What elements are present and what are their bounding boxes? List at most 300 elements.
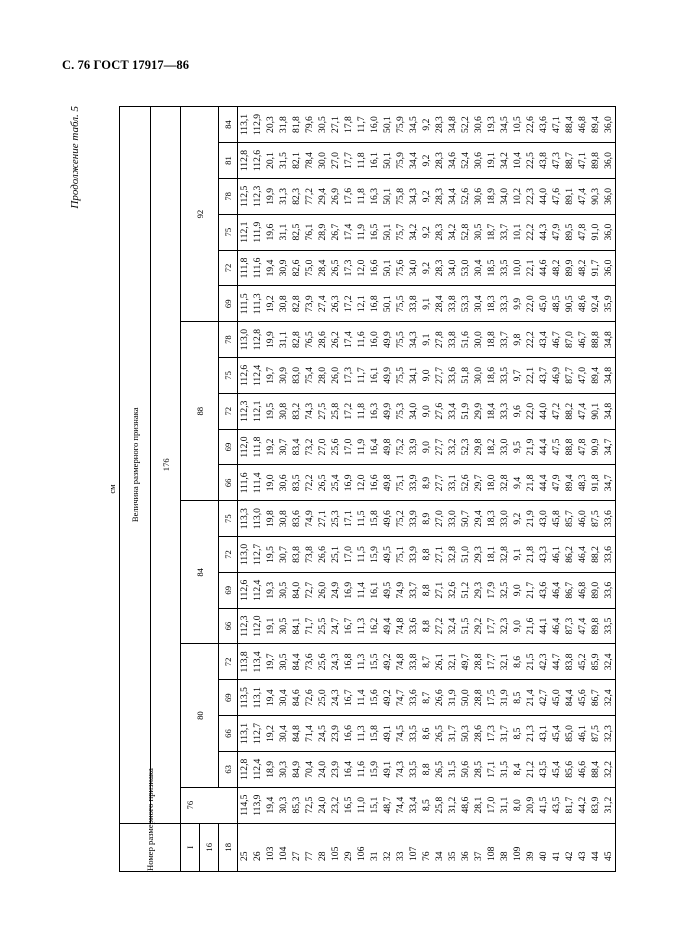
table-cell: 35,9 xyxy=(602,286,616,322)
table-cell: 17,7 xyxy=(485,644,498,680)
table-cell: 29,2 xyxy=(472,608,485,644)
table-cell: 26,0 xyxy=(329,357,342,393)
table-cell: 47,1 xyxy=(550,107,563,143)
table-cell: 81,8 xyxy=(290,107,303,143)
table-cell: 45,8 xyxy=(550,501,563,537)
table-cell: 50,1 xyxy=(381,286,394,322)
table-cell: 33,0 xyxy=(498,429,511,465)
table-cell: 49,7 xyxy=(459,644,472,680)
table-cell: 16,8 xyxy=(342,644,355,680)
table-cell: 46,7 xyxy=(576,322,589,358)
value-header: Величина размерного признака xyxy=(120,107,151,824)
table-cell: 88,4 xyxy=(589,751,602,787)
table-cell: 22,2 xyxy=(524,214,537,250)
table-cell: 45,2 xyxy=(576,644,589,680)
row-id: 108 xyxy=(485,823,498,871)
table-cell: 53,3 xyxy=(459,286,472,322)
table-cell: 47,1 xyxy=(576,143,589,179)
table-cell: 9,6 xyxy=(511,393,524,429)
table-row xyxy=(303,107,316,872)
table-cell: 16,4 xyxy=(368,429,381,465)
table-cell: 9,8 xyxy=(511,322,524,358)
table-cell: 33,4 xyxy=(407,787,420,823)
table-cell: 29,9 xyxy=(472,393,485,429)
table-cell: 9,0 xyxy=(420,429,433,465)
table-cell: 17,1 xyxy=(485,751,498,787)
table-cell: 16,9 xyxy=(342,572,355,608)
col-76-header: 76 xyxy=(181,787,238,823)
table-cell: 72,5 xyxy=(303,787,316,823)
row-id: 40 xyxy=(537,823,550,871)
table-cell: 8,8 xyxy=(420,572,433,608)
table-cell: 112,3 xyxy=(251,178,264,214)
table-cell: 8,5 xyxy=(511,680,524,716)
table-cell: 21,7 xyxy=(524,572,537,608)
table-cell: 28,6 xyxy=(316,322,329,358)
table-cell: 31,2 xyxy=(446,787,459,823)
table-cell: 34,0 xyxy=(446,250,459,286)
table-row xyxy=(290,107,303,872)
table-cell: 19,5 xyxy=(264,393,277,429)
table-cell: 17,3 xyxy=(342,357,355,393)
table-row xyxy=(472,107,485,872)
table-cell: 34,2 xyxy=(407,214,420,250)
table-cell: 16,5 xyxy=(368,214,381,250)
table-cell: 33,3 xyxy=(498,393,511,429)
table-cell: 87,7 xyxy=(563,357,576,393)
table-cell: 29,8 xyxy=(472,429,485,465)
table-cell: 9,2 xyxy=(511,501,524,537)
table-cell: 32,6 xyxy=(446,572,459,608)
table-cell: 88,7 xyxy=(563,143,576,179)
table-cell: 112,9 xyxy=(251,107,264,143)
table-cell: 19,9 xyxy=(264,178,277,214)
table-cell: 30,3 xyxy=(277,751,290,787)
row-id: 38 xyxy=(498,823,511,871)
table-cell: 46,1 xyxy=(550,537,563,573)
table-cell: 27,1 xyxy=(433,537,446,573)
table-row xyxy=(433,107,446,872)
table-cell: 20,3 xyxy=(264,107,277,143)
row-id: 26 xyxy=(251,823,264,871)
table-cell: 30,5 xyxy=(316,107,329,143)
table-cell: 43,4 xyxy=(537,322,550,358)
table-cell: 27,5 xyxy=(316,393,329,429)
table-cell: 47,8 xyxy=(576,429,589,465)
table-cell: 28,1 xyxy=(472,787,485,823)
table-cell: 85,9 xyxy=(589,644,602,680)
table-cell: 111,6 xyxy=(238,465,252,501)
table-cell: 112,6 xyxy=(238,572,252,608)
table-cell: 43,7 xyxy=(537,357,550,393)
table-cell: 19,3 xyxy=(485,107,498,143)
table-cell: 75,5 xyxy=(394,322,407,358)
table-cell: 44,6 xyxy=(537,250,550,286)
table-cell: 9,0 xyxy=(420,357,433,393)
table-cell: 17,3 xyxy=(485,716,498,752)
group-92-header: 92 xyxy=(181,107,219,322)
table-row xyxy=(381,107,394,872)
table-cell: 17,5 xyxy=(485,680,498,716)
table-cell: 73,6 xyxy=(303,644,316,680)
table-cell: 52,8 xyxy=(459,214,472,250)
table-cell: 112,4 xyxy=(251,751,264,787)
table-cell: 19,7 xyxy=(264,357,277,393)
table-cell: 89,1 xyxy=(563,178,576,214)
table-row xyxy=(342,107,355,872)
table-cell: 27,1 xyxy=(329,107,342,143)
table-cell: 22,1 xyxy=(524,357,537,393)
table-cell: 30,0 xyxy=(316,143,329,179)
table-cell: 28,4 xyxy=(433,286,446,322)
table-cell: 45,0 xyxy=(550,680,563,716)
table-cell: 42,7 xyxy=(537,680,550,716)
table-cell: 74,9 xyxy=(303,501,316,537)
table-cell: 21,6 xyxy=(524,608,537,644)
table-cell: 22,0 xyxy=(524,286,537,322)
table-cell: 82,5 xyxy=(290,214,303,250)
table-cell: 11,4 xyxy=(355,572,368,608)
table-cell: 16,0 xyxy=(368,107,381,143)
table-cell: 19,2 xyxy=(264,286,277,322)
table-cell: 27,7 xyxy=(433,465,446,501)
table-cell: 18,0 xyxy=(485,465,498,501)
table-cell: 34,4 xyxy=(407,143,420,179)
table-cell: 83,4 xyxy=(290,429,303,465)
table-cell: 36,0 xyxy=(602,143,616,179)
table-cell: 112,4 xyxy=(251,357,264,393)
table-cell: 16,1 xyxy=(368,143,381,179)
table-row xyxy=(563,107,576,872)
table-cell: 30,5 xyxy=(277,644,290,680)
table-cell: 75,7 xyxy=(394,214,407,250)
table-cell: 46,9 xyxy=(550,357,563,393)
table-cell: 88,2 xyxy=(589,537,602,573)
table-cell: 19,2 xyxy=(264,429,277,465)
table-cell: 9,5 xyxy=(511,429,524,465)
table-cell: 26,6 xyxy=(316,537,329,573)
table-cell: 32,3 xyxy=(602,716,616,752)
table-cell: 85,3 xyxy=(290,787,303,823)
table-cell: 11,9 xyxy=(355,429,368,465)
table-cell: 15,8 xyxy=(368,501,381,537)
table-cell: 25,6 xyxy=(316,644,329,680)
row-id: 29 xyxy=(342,823,355,871)
table-cell: 16,2 xyxy=(368,608,381,644)
table-cell: 19,1 xyxy=(485,143,498,179)
column-header: 72 xyxy=(219,537,238,573)
table-cell: 18,1 xyxy=(485,537,498,573)
table-cell: 18,6 xyxy=(485,357,498,393)
table-cell: 18,2 xyxy=(485,429,498,465)
table-row xyxy=(316,107,329,872)
table-cell: 31,9 xyxy=(446,680,459,716)
table-cell: 112,8 xyxy=(238,143,252,179)
table-cell: 18,5 xyxy=(485,250,498,286)
table-cell: 113,3 xyxy=(238,501,252,537)
table-cell: 52,2 xyxy=(459,107,472,143)
table-cell: 51,8 xyxy=(459,357,472,393)
table-cell: 30,6 xyxy=(472,143,485,179)
row-id: 104 xyxy=(277,823,290,871)
table-cell: 31,3 xyxy=(277,178,290,214)
table-cell: 28,4 xyxy=(316,250,329,286)
table-cell: 31,5 xyxy=(446,751,459,787)
table-cell: 113,1 xyxy=(238,716,252,752)
table-cell: 70,4 xyxy=(303,751,316,787)
table-cell: 25,1 xyxy=(329,537,342,573)
table-cell: 21,9 xyxy=(524,501,537,537)
table-cell: 74,5 xyxy=(394,716,407,752)
table-cell: 19,4 xyxy=(264,250,277,286)
table-cell: 32,5 xyxy=(498,572,511,608)
table-cell: 47,5 xyxy=(550,429,563,465)
table-cell: 32,2 xyxy=(602,751,616,787)
table-cell: 75,5 xyxy=(394,286,407,322)
table-cell: 11,4 xyxy=(355,680,368,716)
table-cell: 26,3 xyxy=(329,286,342,322)
table-cell: 23,9 xyxy=(329,751,342,787)
table-cell: 46,0 xyxy=(576,501,589,537)
table-cell: 83,8 xyxy=(563,644,576,680)
table-cell: 76,1 xyxy=(303,214,316,250)
table-cell: 33,7 xyxy=(498,214,511,250)
table-cell: 113,0 xyxy=(251,501,264,537)
table-cell: 42,3 xyxy=(537,644,550,680)
table-cell: 26,7 xyxy=(329,214,342,250)
table-cell: 34,5 xyxy=(498,107,511,143)
table-cell: 73,8 xyxy=(303,537,316,573)
table-cell: 46,8 xyxy=(576,572,589,608)
table-cell: 34,1 xyxy=(407,357,420,393)
table-cell: 8,8 xyxy=(420,608,433,644)
table-cell: 113,0 xyxy=(238,322,252,358)
table-cell: 92,4 xyxy=(589,286,602,322)
table-cell: 8,8 xyxy=(420,537,433,573)
table-cell: 17,2 xyxy=(342,393,355,429)
table-cell: 46,6 xyxy=(576,751,589,787)
table-cell: 46,4 xyxy=(550,572,563,608)
table-cell: 8,5 xyxy=(511,716,524,752)
table-cell: 25,0 xyxy=(316,680,329,716)
table-cell: 74,9 xyxy=(394,572,407,608)
table-cell: 48,5 xyxy=(550,286,563,322)
table-cell: 25,5 xyxy=(316,608,329,644)
table-cell: 111,8 xyxy=(238,250,252,286)
row-id: 106 xyxy=(355,823,368,871)
row-id: 34 xyxy=(433,823,446,871)
column-header: 72 xyxy=(219,250,238,286)
column-header: 78 xyxy=(219,178,238,214)
table-cell: 29,4 xyxy=(472,501,485,537)
table-cell: 111,3 xyxy=(251,286,264,322)
table-cell: 27,6 xyxy=(433,393,446,429)
table-cell: 48,2 xyxy=(576,250,589,286)
table-cell: 23,2 xyxy=(329,787,342,823)
table-cell: 8,4 xyxy=(511,751,524,787)
table-cell: 34,7 xyxy=(602,465,616,501)
table-cell: 33,9 xyxy=(407,501,420,537)
table-cell: 26,0 xyxy=(316,572,329,608)
table-cell: 36,0 xyxy=(602,250,616,286)
table-cell: 11,3 xyxy=(355,644,368,680)
table-cell: 36,0 xyxy=(602,107,616,143)
table-cell: 75,1 xyxy=(394,537,407,573)
column-header: 69 xyxy=(219,680,238,716)
table-cell: 8,9 xyxy=(420,501,433,537)
table-cell: 34,3 xyxy=(407,322,420,358)
table-cell: 46,7 xyxy=(550,322,563,358)
table-cell: 33,1 xyxy=(446,465,459,501)
table-cell: 32,3 xyxy=(498,608,511,644)
table-cell: 49,5 xyxy=(381,537,394,573)
table-cell: 19,4 xyxy=(264,680,277,716)
table-cell: 44,4 xyxy=(537,429,550,465)
page-title: С. 76 ГОСТ 17917—86 xyxy=(62,58,190,72)
table-cell: 19,6 xyxy=(264,214,277,250)
table-cell: 83,8 xyxy=(290,537,303,573)
table-row xyxy=(329,107,342,872)
table-cell: 16,5 xyxy=(342,787,355,823)
table-row xyxy=(485,107,498,872)
table-cell: 22,5 xyxy=(524,143,537,179)
table-cell: 113,1 xyxy=(238,107,252,143)
table-cell: 72,2 xyxy=(303,465,316,501)
table-cell: 19,7 xyxy=(264,644,277,680)
table-cell: 19,1 xyxy=(264,608,277,644)
column-header: 66 xyxy=(219,465,238,501)
table-cell: 87,5 xyxy=(589,716,602,752)
table-cell: 90,9 xyxy=(589,429,602,465)
table-cell: 84,1 xyxy=(290,608,303,644)
table-cell: 41,5 xyxy=(537,787,550,823)
table-cell: 51,9 xyxy=(459,393,472,429)
table-cell: 31,5 xyxy=(277,143,290,179)
table-cell: 85,7 xyxy=(563,501,576,537)
dimension-table xyxy=(104,106,616,872)
row-id: 27 xyxy=(290,823,303,871)
table-cell: 52,3 xyxy=(459,429,472,465)
left-16-header: 16 xyxy=(200,823,219,871)
table-cell: 29,4 xyxy=(316,178,329,214)
table-cell: 71,7 xyxy=(303,608,316,644)
table-cell: 30,5 xyxy=(277,572,290,608)
table-cell: 112,4 xyxy=(251,572,264,608)
table-cell: 83,6 xyxy=(290,501,303,537)
table-cell: 30,6 xyxy=(472,107,485,143)
table-cell: 16,6 xyxy=(368,250,381,286)
table-row xyxy=(420,107,433,872)
table-cell: 47,6 xyxy=(550,178,563,214)
table-cell: 12,0 xyxy=(355,250,368,286)
table-cell: 11,5 xyxy=(355,501,368,537)
table-cell: 28,3 xyxy=(433,107,446,143)
table-cell: 49,9 xyxy=(381,357,394,393)
row-id: 39 xyxy=(524,823,537,871)
table-cell: 75,1 xyxy=(394,465,407,501)
table-cell: 30,7 xyxy=(277,537,290,573)
table-cell: 11,9 xyxy=(355,214,368,250)
table-cell: 83,9 xyxy=(589,787,602,823)
table-cell: 48,7 xyxy=(381,787,394,823)
table-cell: 111,4 xyxy=(251,465,264,501)
table-cell: 44,0 xyxy=(537,393,550,429)
table-cell: 43,3 xyxy=(537,537,550,573)
table-cell: 84,9 xyxy=(290,751,303,787)
table-cell: 33,2 xyxy=(446,429,459,465)
table-cell: 16,6 xyxy=(368,465,381,501)
table-cell: 28,9 xyxy=(316,214,329,250)
table-cell: 31,1 xyxy=(277,214,290,250)
table-cell: 11,7 xyxy=(355,357,368,393)
table-row xyxy=(602,107,616,872)
table-cell: 74,8 xyxy=(394,608,407,644)
table-cell: 44,4 xyxy=(537,465,550,501)
table-cell: 19,8 xyxy=(264,501,277,537)
table-cell: 48,6 xyxy=(576,286,589,322)
row-id: 77 xyxy=(303,823,316,871)
table-cell: 47,9 xyxy=(550,214,563,250)
table-cell: 30,4 xyxy=(277,716,290,752)
table-cell: 30,4 xyxy=(277,680,290,716)
table-row xyxy=(355,107,368,872)
table-cell: 30,8 xyxy=(277,501,290,537)
table-cell: 33,8 xyxy=(407,286,420,322)
table-cell: 111,8 xyxy=(251,429,264,465)
table-cell: 112,1 xyxy=(251,393,264,429)
table-cell: 32,8 xyxy=(446,537,459,573)
table-cell: 21,5 xyxy=(524,644,537,680)
table-cell: 51,2 xyxy=(459,572,472,608)
table-cell: 12,1 xyxy=(355,286,368,322)
table-cell: 27,0 xyxy=(316,429,329,465)
row-id: 105 xyxy=(329,823,342,871)
table-cell: 34,7 xyxy=(602,429,616,465)
table-cell: 22,3 xyxy=(524,178,537,214)
table-cell: 77,2 xyxy=(303,178,316,214)
table-cell: 31,9 xyxy=(498,680,511,716)
table-cell: 9,0 xyxy=(511,572,524,608)
column-header: 75 xyxy=(219,501,238,537)
table-cell: 17,2 xyxy=(342,286,355,322)
table-cell: 33,7 xyxy=(407,572,420,608)
table-cell: 89,4 xyxy=(589,107,602,143)
table-cell: 21,9 xyxy=(524,429,537,465)
table-cell: 17,7 xyxy=(485,608,498,644)
group-176-header: 176 xyxy=(151,107,181,824)
table-cell: 24,3 xyxy=(329,644,342,680)
table-cell: 25,4 xyxy=(329,465,342,501)
table-cell: 30,8 xyxy=(277,393,290,429)
table-cell: 47,3 xyxy=(550,143,563,179)
table-cell: 31,2 xyxy=(602,787,616,823)
column-header: 72 xyxy=(219,644,238,680)
table-cell: 33,9 xyxy=(407,537,420,573)
table-cell: 31,1 xyxy=(498,787,511,823)
table-row xyxy=(368,107,381,872)
table-cell: 8,0 xyxy=(511,787,524,823)
table-cell: 30,0 xyxy=(472,322,485,358)
table-row xyxy=(407,107,420,872)
table-cell: 33,5 xyxy=(498,250,511,286)
table-cell: 85,0 xyxy=(563,716,576,752)
table-row xyxy=(238,107,252,872)
table-cell: 50,1 xyxy=(381,107,394,143)
table-row xyxy=(524,107,537,872)
table-cell: 18,9 xyxy=(264,751,277,787)
row-id: 28 xyxy=(316,823,329,871)
table-cell: 112,0 xyxy=(238,429,252,465)
